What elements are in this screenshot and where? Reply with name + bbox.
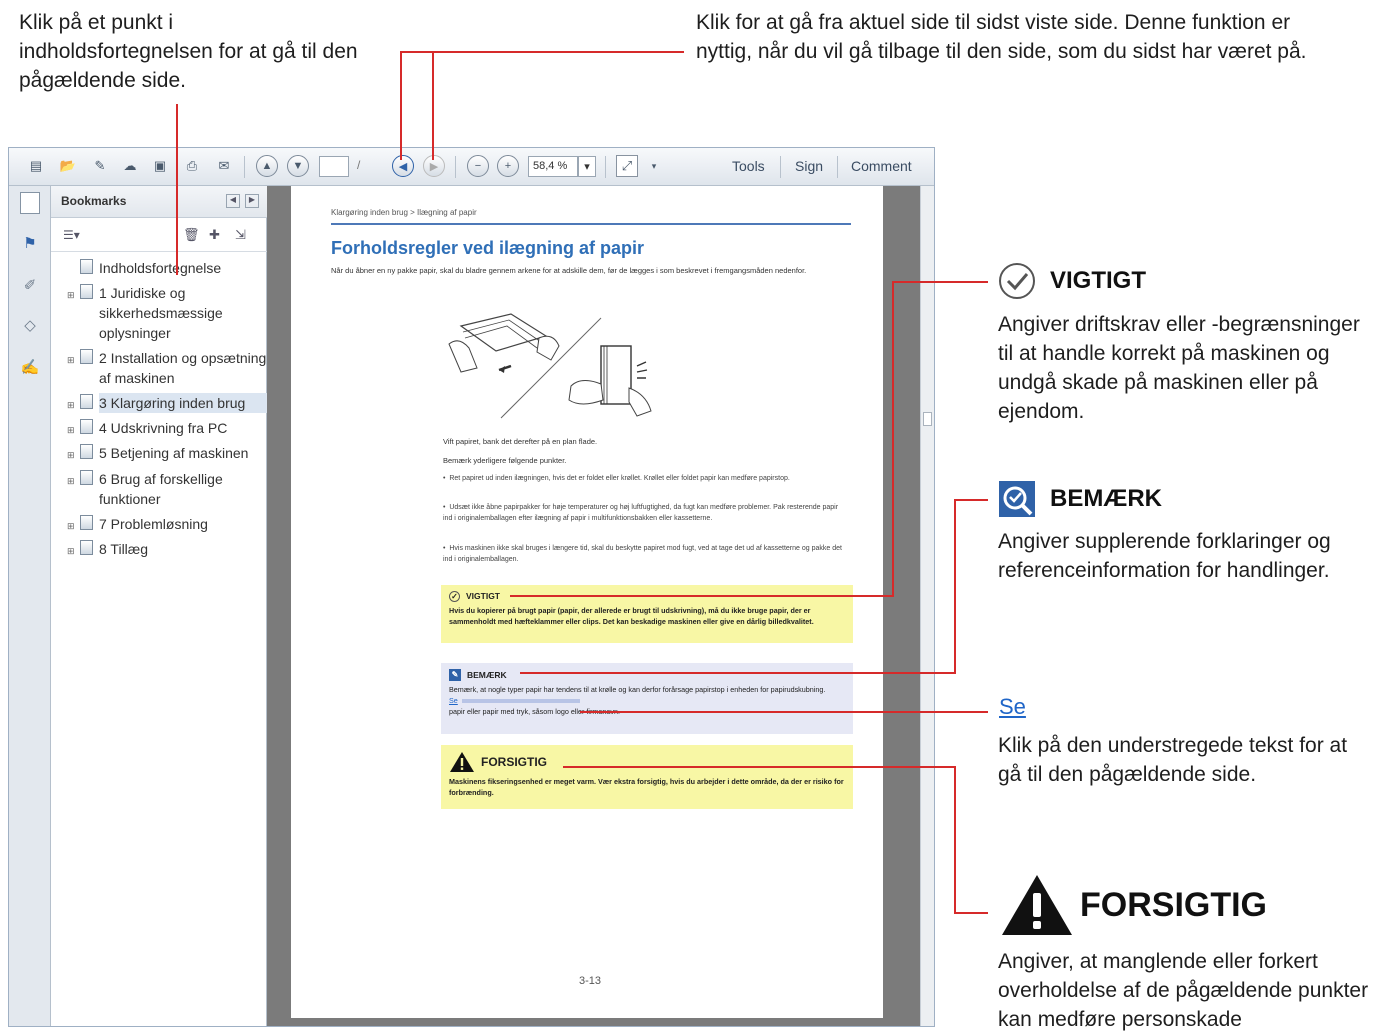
bookmarks-icon[interactable]: ⚑ <box>23 235 37 252</box>
expand-icon[interactable]: ⊞ <box>67 476 75 486</box>
page-breadcrumb[interactable]: Klargøring inden brug > Ilægning af papir <box>331 208 477 217</box>
open-file-icon[interactable]: 📂 <box>59 158 77 173</box>
see-link[interactable]: Se <box>449 696 458 705</box>
expand-icon[interactable]: ⊞ <box>67 290 75 300</box>
note-icon: ✎ <box>449 669 461 681</box>
link-text-highlight <box>462 699 580 703</box>
toolbar-divider <box>780 156 781 178</box>
expand-icon[interactable]: ⊞ <box>67 400 75 410</box>
bemaerk-title: BEMÆRK <box>1050 485 1162 512</box>
delete-bookmark-icon[interactable]: 🗑 <box>183 227 200 242</box>
toolbar-divider <box>244 156 245 178</box>
bookmark-page-icon <box>80 540 93 555</box>
bookmark-item-4[interactable]: ⊞ 4 Udskrivning fra PC <box>67 418 269 440</box>
bookmark-page-icon <box>80 349 93 364</box>
bookmark-item-7[interactable]: ⊞ 7 Problemløsning <box>67 514 269 536</box>
bookmark-item-3[interactable]: ⊞ 3 Klargøring inden brug <box>67 393 269 415</box>
expand-panel-icon[interactable]: ▶ <box>245 194 259 208</box>
bookmark-page-icon <box>80 470 93 485</box>
vigtigt-title: VIGTIGT <box>1050 267 1146 294</box>
see-link-example[interactable]: Se <box>999 694 1026 719</box>
previous-page-icon[interactable]: ▲ <box>256 155 278 177</box>
bookmark-page-icon <box>80 259 93 274</box>
bookmarks-header <box>51 186 267 218</box>
toolbar-divider <box>837 156 838 178</box>
forsigtig-box-heading: FORSIGTIG <box>481 754 547 769</box>
bookmark-page-icon <box>80 419 93 434</box>
save-icon[interactable]: ▣ <box>153 158 167 173</box>
page-number-input[interactable] <box>319 156 349 177</box>
bookmark-page-icon <box>80 515 93 530</box>
note-icon <box>998 480 1036 518</box>
note-intro: Bemærk yderligere følgende punkter. <box>443 456 567 465</box>
bemaerk-box-text-2: papir eller papir med tryk, såsom logo eller firmanavn. <box>449 707 620 716</box>
bemaerk-box-text: Bemærk, at nogle typer papir har tendens til at krølle og kan derfor forårsage papirstop i enheden for papirudskubning. <box>449 685 826 694</box>
expand-icon[interactable]: ⊞ <box>67 425 75 435</box>
expand-icon[interactable]: ⊞ <box>67 546 75 556</box>
vertical-scrollbar[interactable] <box>920 186 934 1027</box>
bookmark-page-icon <box>80 284 93 299</box>
fit-dropdown-icon[interactable]: ▾ <box>651 160 657 171</box>
sign-link[interactable]: Sign <box>795 158 824 174</box>
forsigtig-box <box>441 745 853 809</box>
next-view-icon[interactable]: ▶ <box>423 155 445 177</box>
bookmark-page-icon <box>80 394 93 409</box>
cloud-upload-icon[interactable]: ☁ <box>123 158 137 173</box>
see-link-description: Klik på den understregede tekst for at gå til den pågældende side. <box>998 734 1348 786</box>
previous-view-callout-line <box>401 52 684 160</box>
header-rule <box>331 223 851 225</box>
bemaerk-box-heading: BEMÆRK <box>467 669 507 680</box>
vigtigt-box <box>441 585 853 643</box>
scrollbar-thumb[interactable] <box>923 412 932 426</box>
bemaerk-description: Angiver supplerende forklaringer og referenceinformation for handlinger. <box>998 530 1331 582</box>
zoom-in-icon[interactable]: + <box>497 155 519 177</box>
warning-icon <box>449 751 475 773</box>
expand-icon[interactable]: ⊞ <box>67 355 75 365</box>
warning-icon <box>1000 873 1074 937</box>
bookmark-page-icon <box>80 444 93 459</box>
forsigtig-description: Angiver, at manglende eller forkert overholdelse af de pågældende punkter kan medføre personskade <box>998 950 1369 1031</box>
bullet-item: • Hvis maskinen ikke skal bruges i længere tid, skal du beskytte papiret mod fugt, ved at tage det ud af kassetterne og pakke det ind i originalemballagen. <box>443 545 842 563</box>
new-bookmark-icon[interactable]: ✚ <box>209 227 220 242</box>
forsigtig-legend-heading <box>1000 873 1267 937</box>
collapse-panel-icon[interactable]: ◀ <box>226 194 240 208</box>
forsigtig-title: FORSIGTIG <box>1080 885 1267 924</box>
layers-icon[interactable]: ◇ <box>24 317 36 334</box>
zoom-out-icon[interactable]: − <box>467 155 489 177</box>
toolbar <box>9 148 934 186</box>
zoom-dropdown-icon[interactable]: ▾ <box>578 156 596 177</box>
vigtigt-legend-heading <box>998 262 1146 300</box>
expand-icon[interactable]: ⊞ <box>67 521 75 531</box>
toolbar-divider <box>605 156 606 178</box>
options-menu-icon[interactable]: ☰▾ <box>63 228 80 242</box>
vigtigt-box-heading: VIGTIGT <box>466 591 500 601</box>
see-reference-line[interactable] <box>449 695 845 706</box>
navigation-pane <box>9 186 51 1027</box>
bookmark-item-2[interactable]: ⊞ 2 Installation og opsætning af maskinen <box>67 350 267 386</box>
bullet-item: • Ret papiret ud inden ilægningen, hvis det er foldet eller krøllet. Krøllet eller foldet papir kan medføre papirstop. <box>443 475 790 482</box>
check-circle-icon: ✓ <box>449 591 460 602</box>
comment-link[interactable]: Comment <box>851 158 912 174</box>
page-title: Forholdsregler ved ilægning af papir <box>331 238 645 258</box>
zoom-level-field[interactable]: 58,4 % <box>528 156 578 177</box>
previous-view-icon[interactable]: ◀ <box>392 155 414 177</box>
bookmarks-tools <box>51 218 267 252</box>
bookmark-item-1[interactable]: ⊞ 1 Juridiske og sikkerhedsmæssige oplysninger <box>67 285 223 341</box>
page-thumbnails-icon[interactable] <box>20 192 40 214</box>
check-circle-icon <box>998 262 1036 300</box>
vigtigt-box-text: Hvis du kopierer på brugt papir (papir, der allerede er brugt til udskrivning), må du ikke bruge papir, der er sammenholdt med hæfteklammer eller clips. Det kan beskadige maskinen eller give en dårlig billedkvalitet. <box>449 606 814 626</box>
expand-bookmark-icon[interactable]: ⇲ <box>235 227 246 242</box>
create-pdf-icon[interactable]: ▤ <box>29 158 43 173</box>
attachments-icon[interactable]: ✐ <box>23 277 37 294</box>
bemaerk-legend-heading <box>998 480 1162 518</box>
page-separator: / <box>357 158 361 172</box>
bookmark-item-8[interactable]: ⊞ 8 Tillæg <box>67 539 269 561</box>
edit-icon[interactable]: ✎ <box>94 158 106 173</box>
bemaerk-box <box>441 663 853 734</box>
instruction-text: Vift papiret, bank det derefter på en plan flade. <box>443 437 598 446</box>
bookmark-item-5[interactable]: ⊞ 5 Betjening af maskinen <box>67 443 269 465</box>
signatures-icon[interactable]: ✍ <box>20 359 40 376</box>
bookmark-item-toc[interactable]: Indholdsfortegnelse <box>67 258 269 278</box>
paper-illustration <box>441 296 671 426</box>
pdf-page <box>291 186 883 1018</box>
vigtigt-description: Angiver driftskrav eller -begrænsninger til at handle korrekt på maskinen og undgå skade på maskinen eller på ejendom. <box>998 313 1360 423</box>
fit-page-icon[interactable]: ⤢ <box>616 155 638 177</box>
tools-link[interactable]: Tools <box>732 158 765 174</box>
bookmarks-title: Bookmarks <box>61 194 127 208</box>
page-intro: Når du åbner en ny pakke papir, skal du bladre gennem arkene for at adskille dem, før de lægges i som beskrevet i fremgangsmåden nedenfor. <box>331 266 807 275</box>
forsigtig-box-text: Maskinens fikseringsenhed er meget varm. Vær ekstra forsigtig, hvis du arbejder i dette område, da der er risiko for forbrænding. <box>449 777 844 797</box>
toolbar-divider <box>455 156 456 178</box>
print-icon[interactable]: ⎙ <box>186 158 198 173</box>
email-icon[interactable]: ✉ <box>218 158 230 173</box>
bookmark-item-6[interactable]: ⊞ 6 Brug af forskellige funktioner <box>67 471 223 507</box>
bookmarks-panel <box>51 186 267 1027</box>
callout-previous-view: Klik for at gå fra aktuel side til sidst viste side. Denne funktion er nyttig, når du vil gå tilbage til den side, som du sidst har været på. <box>696 11 1307 63</box>
callout-toc: Klik på et punkt i indholdsfortegnelsen for at gå til den pågældende side. <box>19 11 358 92</box>
page-number: 3-13 <box>579 975 602 987</box>
expand-icon[interactable]: ⊞ <box>67 450 75 460</box>
bullet-item: • Udsæt ikke åbne papirpakker for høje temperaturer og høj luftfugtighed, da fugt kan medføre problemer. Pak resterende papir ind i originalemballagen efter ilægning af papir i multifunktionsbakken eller kassetterne. <box>443 504 839 522</box>
next-page-icon[interactable]: ▼ <box>287 155 309 177</box>
